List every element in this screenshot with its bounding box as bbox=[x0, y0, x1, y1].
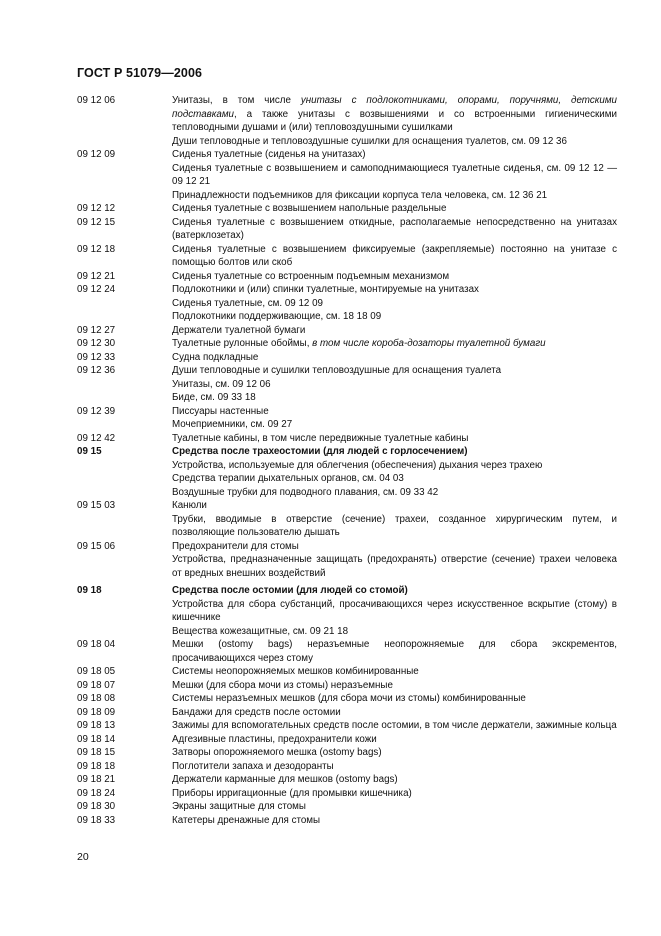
entry-note: Устройства, используемые для облегчения (обеспечения) дыхания через трахею bbox=[172, 459, 543, 471]
entry-title: Сиденья туалетные со встроенным подъемным механизмом bbox=[172, 270, 450, 282]
entry-code: 09 18 18 bbox=[77, 760, 116, 772]
entry-description bbox=[172, 692, 617, 706]
entry-title: Сиденья туалетные с возвышением напольные раздельные bbox=[172, 203, 447, 214]
entry-code: 09 18 05 bbox=[77, 666, 116, 677]
entry-note: Подлокотники поддерживающие, см. 18 18 09 bbox=[172, 311, 382, 322]
entry-code: 09 12 09 bbox=[77, 149, 116, 160]
entry-title: Держатели туалетной бумаги bbox=[172, 324, 306, 336]
entry-title: Туалетные рулонные обоймы, в том числе короба-дозаторы туалетной бумаги bbox=[172, 338, 546, 349]
entry-description bbox=[172, 337, 617, 351]
entry-title: Канюли bbox=[172, 500, 207, 511]
entry-code: 09 18 33 bbox=[77, 814, 116, 826]
section-heading-row bbox=[77, 584, 617, 638]
page-number: 20 bbox=[77, 851, 89, 863]
entry-title: Держатели карманные для мешков (ostomy bags) bbox=[172, 774, 398, 785]
entry-description bbox=[172, 324, 617, 338]
entry-code: 09 12 27 bbox=[77, 324, 116, 336]
entry-title: Средства после трахеостомии (для людей с горлосечением) bbox=[172, 446, 468, 457]
entry-code: 09 12 12 bbox=[77, 203, 116, 214]
entry-title: Сиденья туалетные с возвышением откидные, располагаемые непосредственно на унитазах (ватерклозетах) bbox=[172, 216, 617, 241]
entry-title: Души тепловодные и сушилки тепловоздушные для оснащения туалета bbox=[172, 365, 502, 376]
entry-description bbox=[172, 540, 617, 581]
entry-row bbox=[77, 540, 617, 581]
entry-row bbox=[77, 216, 617, 243]
entry-description bbox=[172, 499, 617, 540]
entry-row bbox=[77, 202, 617, 216]
entry-row bbox=[77, 148, 617, 202]
entry-row bbox=[77, 800, 617, 814]
entry-row bbox=[77, 665, 617, 679]
entry-title: Экраны защитные для стомы bbox=[172, 801, 306, 812]
entry-code: 09 15 bbox=[77, 446, 102, 457]
entry-title: Туалетные кабины, в том числе передвижные туалетные кабины bbox=[172, 432, 469, 444]
entry-note: Принадлежности подъемников для фиксации корпуса тела человека, см. 12 36 21 bbox=[172, 189, 548, 201]
entry-title: Мешки (для сбора мочи из стомы) неразъемные bbox=[172, 679, 393, 691]
entry-code: 09 18 04 bbox=[77, 639, 116, 650]
entry-title: Писсуары настенные bbox=[172, 405, 269, 417]
entry-description bbox=[172, 665, 617, 679]
entry-note: Сиденья туалетные, см. 09 12 09 bbox=[172, 297, 323, 309]
entry-description bbox=[172, 148, 617, 202]
entry-code: 09 15 06 bbox=[77, 540, 116, 552]
entry-row bbox=[77, 746, 617, 760]
entry-code: 09 12 42 bbox=[77, 432, 116, 444]
entry-row bbox=[77, 270, 617, 284]
entry-code: 09 12 21 bbox=[77, 270, 116, 282]
entry-description bbox=[172, 445, 617, 499]
entry-row bbox=[77, 679, 617, 693]
entry-row bbox=[77, 733, 617, 747]
entry-title: Системы неопорожняемых мешков комбинированные bbox=[172, 666, 419, 677]
entry-note: Сиденья туалетные с возвышением и самоподнимающиеся туалетные сиденья, см. 09 12 12 — 09 12 21 bbox=[172, 162, 617, 187]
entry-code: 09 18 14 bbox=[77, 733, 116, 745]
entry-title: Поглотители запаха и дезодоранты bbox=[172, 760, 334, 772]
entry-row bbox=[77, 773, 617, 787]
entry-code: 09 12 36 bbox=[77, 365, 116, 376]
entry-row bbox=[77, 243, 617, 270]
entry-code: 09 18 21 bbox=[77, 774, 116, 785]
entry-row bbox=[77, 405, 617, 432]
entry-code: 09 12 33 bbox=[77, 351, 116, 363]
entry-note: Устройства, предназначенные защищать (предохранять) отверстие (сечение) трахеи человека от вредных внешних воздействий bbox=[172, 554, 617, 579]
entry-title: Адгезивные пластины, предохранители кожи bbox=[172, 733, 377, 745]
entry-row bbox=[77, 638, 617, 665]
entry-row bbox=[77, 814, 617, 828]
entry-title: Катетеры дренажные для стомы bbox=[172, 814, 321, 826]
entry-description bbox=[172, 800, 617, 814]
entry-row bbox=[77, 364, 617, 405]
entry-row bbox=[77, 499, 617, 540]
entry-title: Сиденья туалетные с возвышением фиксируемые (закрепляемые) постоянно на унитазе с помощью болтов или скоб bbox=[172, 243, 617, 268]
entry-row bbox=[77, 706, 617, 720]
entry-description bbox=[172, 787, 617, 801]
entry-title: Судна подкладные bbox=[172, 351, 259, 363]
entry-description bbox=[172, 814, 617, 828]
entry-code: 09 12 39 bbox=[77, 405, 116, 417]
entry-row bbox=[77, 283, 617, 324]
entry-description bbox=[172, 216, 617, 243]
entry-description bbox=[172, 760, 617, 774]
entry-title: Подлокотники и (или) спинки туалетные, монтируемые на унитазах bbox=[172, 284, 479, 295]
entry-description bbox=[172, 283, 617, 324]
entry-title: Унитазы, в том числе унитазы с подлокотниками, опорами, поручнями, детскими подставками, а также унитазы с возвышениями и со встроенными гигиеническими тепловодными душами и (или) тепловоздушными сушилками bbox=[172, 95, 617, 133]
entry-row bbox=[77, 719, 617, 733]
entry-row bbox=[77, 324, 617, 338]
entry-note: Трубки, вводимые в отверстие (сечение) трахеи, созданное хирургическим путем, и позволяющие пользователю дышать bbox=[172, 513, 617, 538]
entry-row bbox=[77, 760, 617, 774]
entry-row bbox=[77, 94, 617, 148]
entry-note: Мочеприемники, см. 09 27 bbox=[172, 419, 293, 430]
entry-title: Сиденья туалетные (сиденья на унитазах) bbox=[172, 149, 366, 160]
entry-description bbox=[172, 405, 617, 432]
entry-note: Воздушные трубки для подводного плавания, см. 09 33 42 bbox=[172, 486, 439, 498]
entry-description bbox=[172, 364, 617, 405]
entry-note: Биде, см. 09 33 18 bbox=[172, 392, 256, 403]
entry-row bbox=[77, 337, 617, 351]
entry-title: Бандажи для средств после остомии bbox=[172, 706, 341, 718]
entry-code: 09 12 15 bbox=[77, 216, 116, 228]
entry-title: Мешки (ostomy bags) неразъемные неопорожняемые для сбора экскрементов, просачивающихся через стому bbox=[172, 639, 617, 664]
entry-code: 09 18 24 bbox=[77, 787, 116, 799]
entry-description bbox=[172, 706, 617, 720]
entry-note: Унитазы, см. 09 12 06 bbox=[172, 378, 271, 390]
entry-note: Средства терапии дыхательных органов, см. 04 03 bbox=[172, 473, 404, 484]
section-heading-row bbox=[77, 445, 617, 499]
entry-code: 09 12 06 bbox=[77, 95, 116, 106]
entry-description bbox=[172, 638, 617, 665]
entry-description bbox=[172, 773, 617, 787]
entry-title: Затворы опорожняемого мешка (ostomy bags) bbox=[172, 747, 382, 758]
entry-description bbox=[172, 733, 617, 747]
entry-code: 09 18 bbox=[77, 585, 102, 596]
entry-code: 09 18 09 bbox=[77, 706, 116, 718]
classification-list bbox=[77, 94, 617, 827]
entry-title: Зажимы для вспомогательных средств после остомии, в том числе держатели, зажимные кольца bbox=[172, 720, 617, 731]
entry-title: Средства после остомии (для людей со стомой) bbox=[172, 585, 408, 596]
entry-code: 09 18 07 bbox=[77, 679, 116, 691]
entry-code: 09 18 15 bbox=[77, 747, 116, 758]
entry-description bbox=[172, 679, 617, 693]
entry-title: Системы неразъемных мешков (для сбора мочи из стомы) комбинированные bbox=[172, 693, 526, 704]
entry-description bbox=[172, 270, 617, 284]
entry-code: 09 12 30 bbox=[77, 338, 116, 349]
entry-row bbox=[77, 787, 617, 801]
entry-description bbox=[172, 432, 617, 446]
entry-description bbox=[172, 94, 617, 148]
entry-code: 09 12 18 bbox=[77, 243, 116, 255]
entry-code: 09 12 24 bbox=[77, 284, 116, 295]
entry-description bbox=[172, 351, 617, 365]
entry-description bbox=[172, 584, 617, 638]
entry-note: Устройства для сбора субстанций, просачивающихся через искусственное вскрытие (стому) в кишечнике bbox=[172, 598, 617, 623]
entry-row bbox=[77, 432, 617, 446]
entry-row bbox=[77, 351, 617, 365]
entry-note: Вещества кожезащитные, см. 09 21 18 bbox=[172, 625, 349, 637]
entry-code: 09 18 30 bbox=[77, 801, 116, 812]
entry-description bbox=[172, 202, 617, 216]
entry-description bbox=[172, 746, 617, 760]
entry-code: 09 18 13 bbox=[77, 720, 116, 731]
entry-row bbox=[77, 692, 617, 706]
entry-description bbox=[172, 243, 617, 270]
entry-code: 09 18 08 bbox=[77, 693, 116, 704]
entry-description bbox=[172, 719, 617, 733]
entry-title: Предохранители для стомы bbox=[172, 540, 299, 552]
entry-code: 09 15 03 bbox=[77, 500, 116, 511]
document-header: ГОСТ Р 51079—2006 bbox=[77, 66, 203, 80]
entry-note: Души тепловодные и тепловоздушные сушилки для оснащения туалетов, см. 09 12 36 bbox=[172, 135, 567, 147]
entry-title: Приборы ирригационные (для промывки кишечника) bbox=[172, 787, 412, 799]
